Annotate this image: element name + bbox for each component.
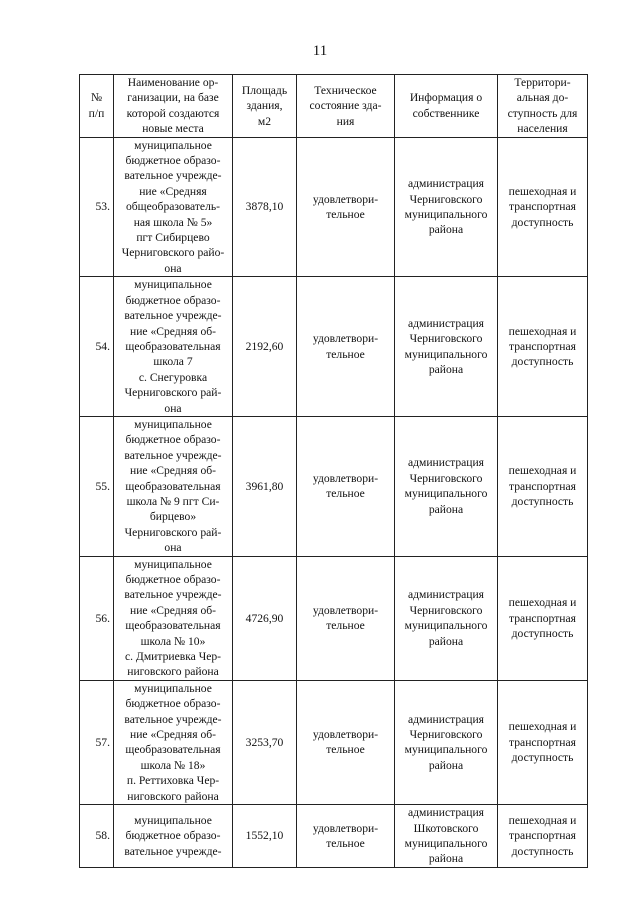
row-name: муниципальное бюджетное образо- вательное учрежде- ние «Средняя об- щеобразовательная школа № 10» с. Дмитриевка Чер- ниговского района xyxy=(114,556,233,680)
row-access: пешеходная и транспортная доступность xyxy=(498,416,588,556)
row-owner: администрация Шкотовского муниципального района xyxy=(395,805,498,868)
header-condition: Техническое состояние зда- ния xyxy=(297,75,395,138)
row-owner: администрация Черниговского муниципального района xyxy=(395,416,498,556)
header-owner: Информация о собственнике xyxy=(395,75,498,138)
header-name: Наименование ор- ганизации, на базе которой создаются новые места xyxy=(114,75,233,138)
row-condition: удовлетвори- тельное xyxy=(297,137,395,277)
row-access: пешеходная и транспортная доступность xyxy=(498,137,588,277)
row-name: муниципальное бюджетное образо- вательное учрежде- ние «Средняя об- щеобразовательная школа № 9 пгт Си- бирцево» Черниговского рай- она xyxy=(114,416,233,556)
header-num: № п/п xyxy=(80,75,114,138)
row-num: 56. xyxy=(80,556,114,680)
row-condition: удовлетвори- тельное xyxy=(297,805,395,868)
row-access: пешеходная и транспортная доступность xyxy=(498,805,588,868)
row-area: 3878,10 xyxy=(233,137,297,277)
table-row xyxy=(80,805,588,868)
row-access: пешеходная и транспортная доступность xyxy=(498,680,588,804)
row-name: муниципальное бюджетное образо- вательное учрежде- ние «Средняя об- щеобразовательная школа 7 с. Снегуровка Черниговского рай- она xyxy=(114,277,233,417)
row-name: муниципальное бюджетное образо- вательное учрежде- xyxy=(114,805,233,868)
table-row xyxy=(80,556,588,680)
header-area: Площадь здания, м2 xyxy=(233,75,297,138)
row-num: 58. xyxy=(80,805,114,868)
table-row xyxy=(80,416,588,556)
row-num: 57. xyxy=(80,680,114,804)
row-num: 55. xyxy=(80,416,114,556)
row-condition: удовлетвори- тельное xyxy=(297,556,395,680)
row-access: пешеходная и транспортная доступность xyxy=(498,277,588,417)
row-area: 3961,80 xyxy=(233,416,297,556)
table-row xyxy=(80,680,588,804)
row-owner: администрация Черниговского муниципального района xyxy=(395,680,498,804)
row-area: 3253,70 xyxy=(233,680,297,804)
row-area: 4726,90 xyxy=(233,556,297,680)
facilities-table xyxy=(79,74,588,868)
row-access: пешеходная и транспортная доступность xyxy=(498,556,588,680)
page-number: 11 xyxy=(312,43,328,59)
table-header-row xyxy=(80,75,588,138)
row-owner: администрация Черниговского муниципального района xyxy=(395,556,498,680)
row-name: муниципальное бюджетное образо- вательное учрежде- ние «Средняя общеобразователь- ная школа № 5» пгт Сибирцево Черниговского райо- она xyxy=(114,137,233,277)
row-condition: удовлетвори- тельное xyxy=(297,416,395,556)
row-area: 1552,10 xyxy=(233,805,297,868)
table-row xyxy=(80,277,588,417)
row-name: муниципальное бюджетное образо- вательное учрежде- ние «Средняя об- щеобразовательная школа № 18» п. Реттиховка Чер- ниговского района xyxy=(114,680,233,804)
row-owner: администрация Черниговского муниципального района xyxy=(395,277,498,417)
row-condition: удовлетвори- тельное xyxy=(297,277,395,417)
row-num: 54. xyxy=(80,277,114,417)
table-row xyxy=(80,137,588,277)
row-condition: удовлетвори- тельное xyxy=(297,680,395,804)
row-owner: администрация Черниговского муниципального района xyxy=(395,137,498,277)
row-num: 53. xyxy=(80,137,114,277)
header-access: Территори- альная до- ступность для населения xyxy=(498,75,588,138)
row-area: 2192,60 xyxy=(233,277,297,417)
